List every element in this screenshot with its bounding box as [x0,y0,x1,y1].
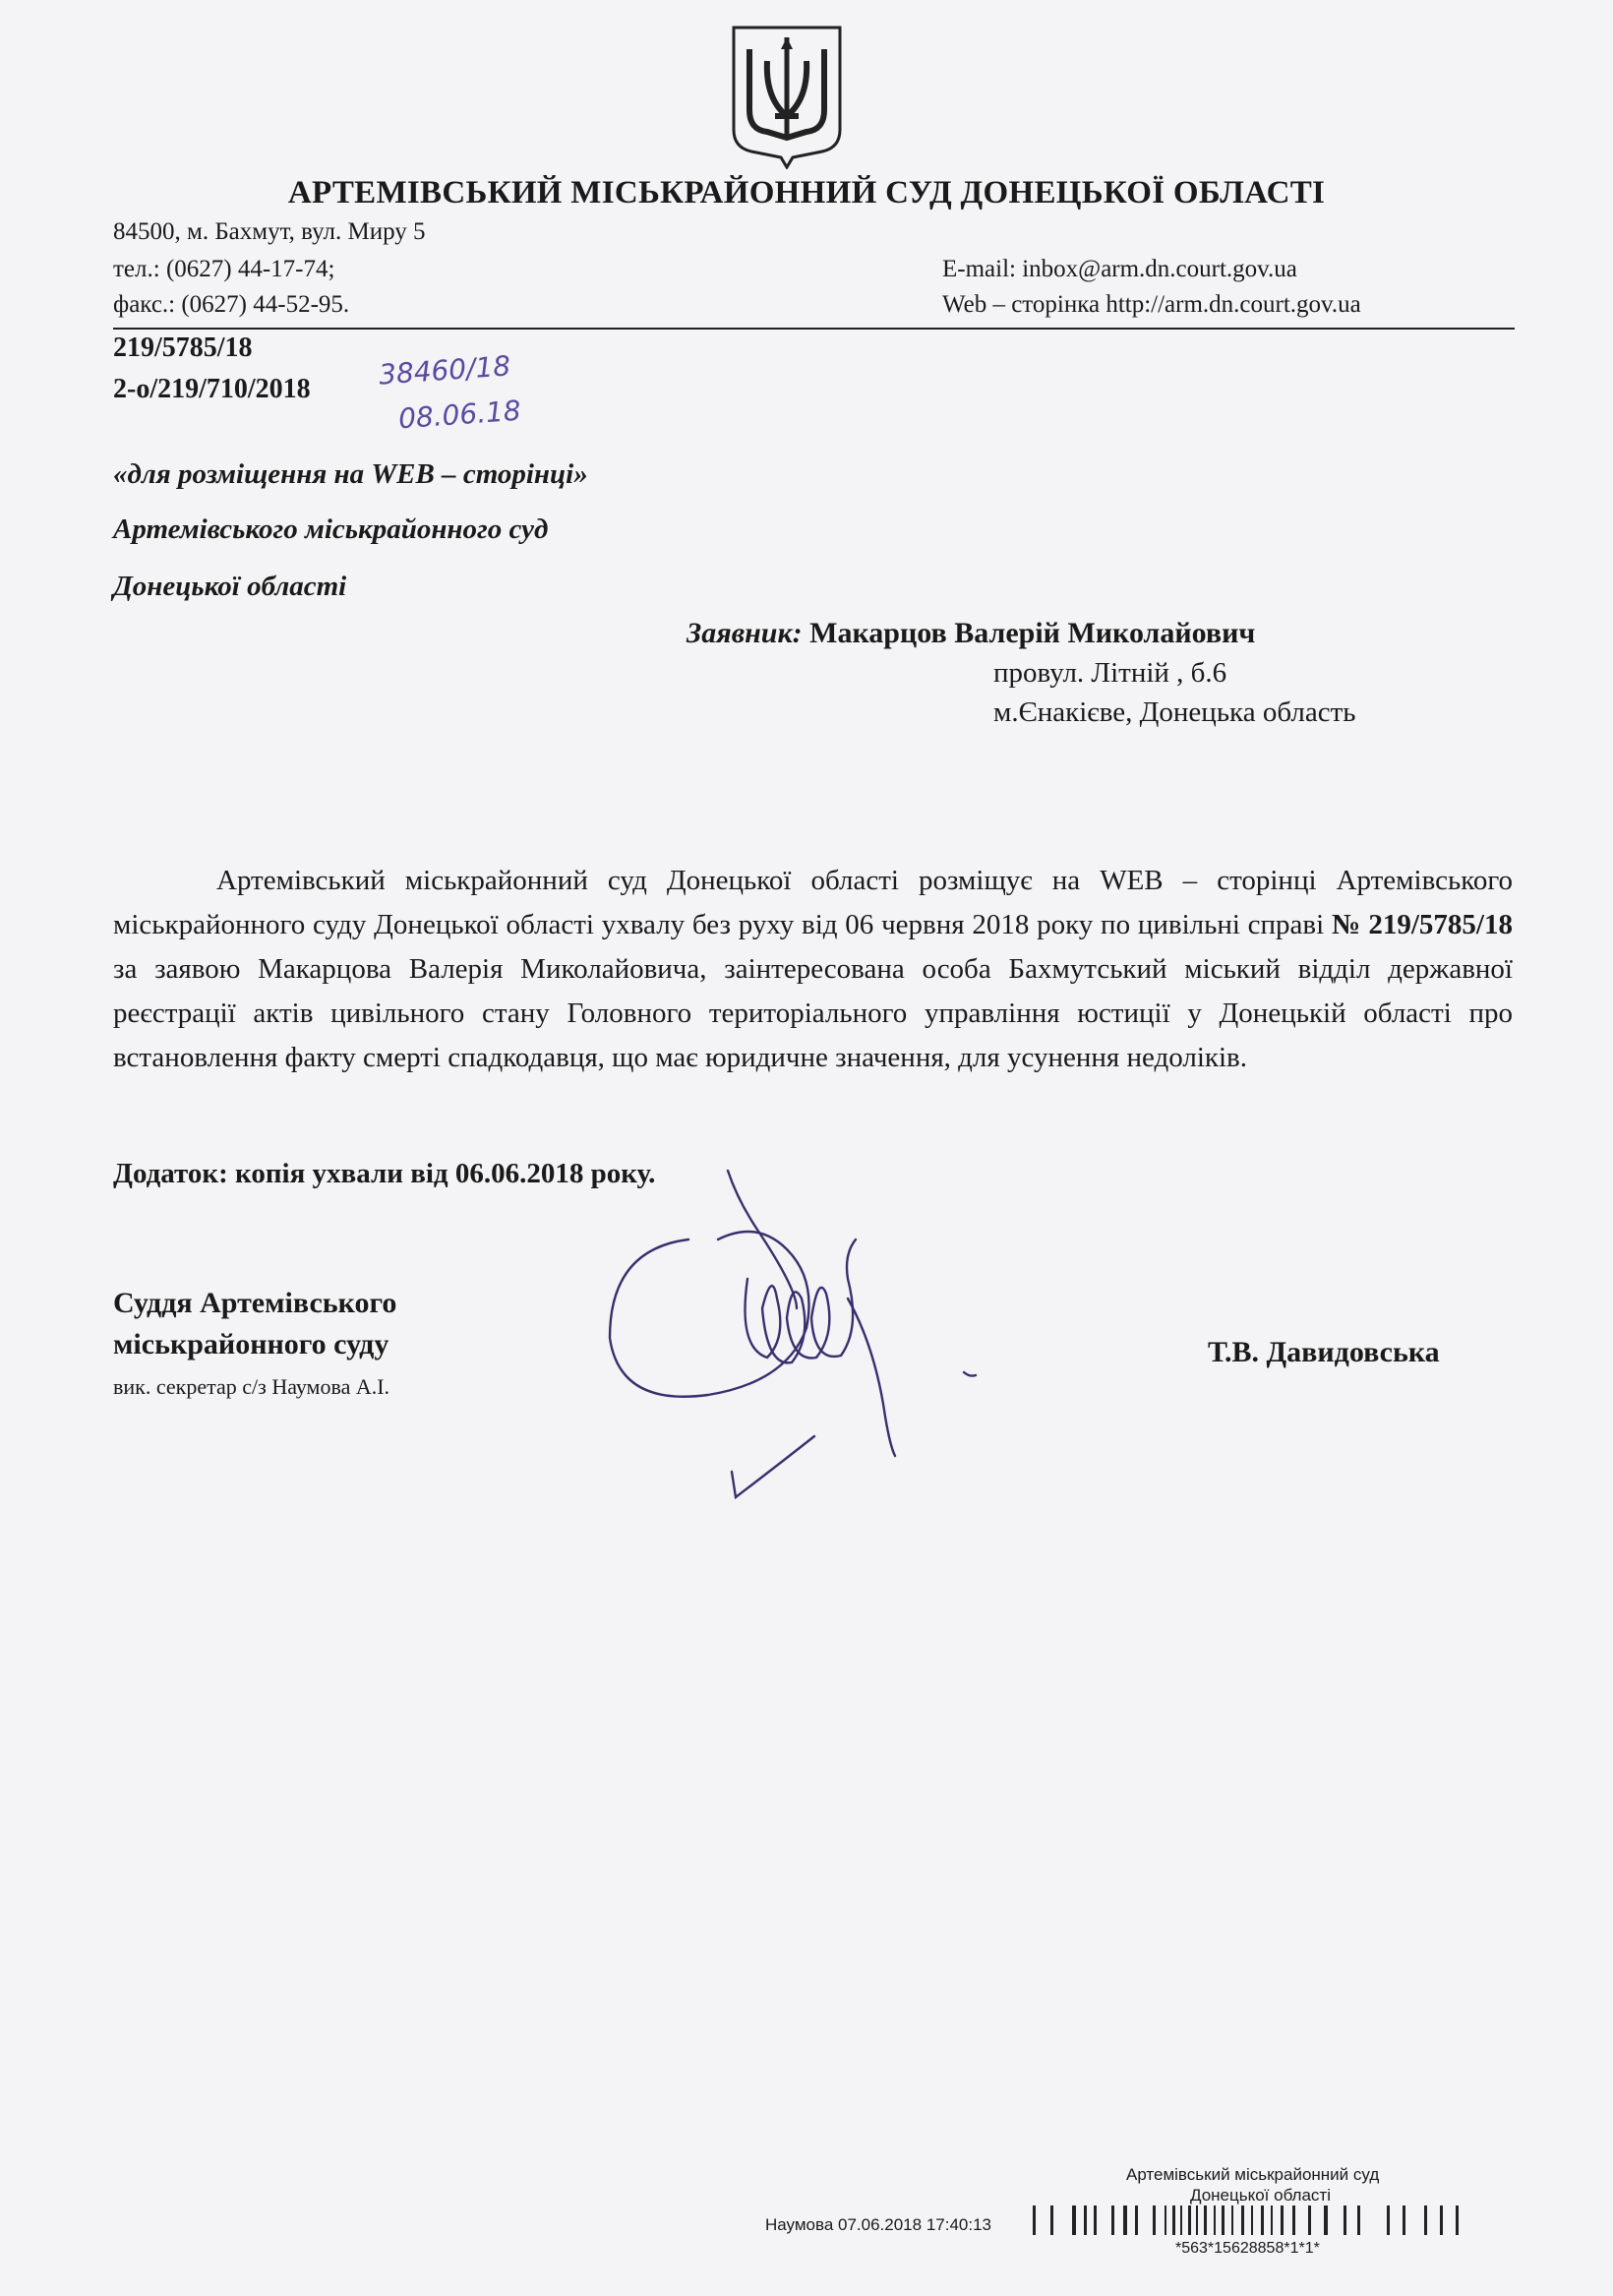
judge-name: Т.В. Давидовська [1208,1336,1440,1368]
court-email: E-mail: inbox@arm.dn.court.gov.ua [942,256,1297,282]
stamp-operator-time: Наумова 07.06.2018 17:40:13 [765,2215,991,2234]
applicant-city: м.Єнакієве, Донецька область [993,696,1356,728]
court-phone: тел.: (0627) 44-17-74; [113,256,335,282]
body-paragraph [113,859,1513,1080]
barcode [1033,2205,1505,2241]
body-case-ref: № 219/5785/18 [1331,909,1513,940]
handwritten-reg-date: 08.06.18 [397,393,522,436]
judge-title-line-1: Суддя Артемівського [113,1287,397,1319]
stamp-court-line-2: Донецької області [1190,2186,1331,2205]
applicant-street: провул. Літній , б.6 [993,657,1227,689]
secretary-note: вик. секретар с/з Наумова А.І. [113,1374,390,1399]
applicant-label: Заявник: [687,617,803,649]
barcode-text: *563*15628858*1*1* [1175,2240,1320,2257]
applicant-name: Макарцов Валерій Миколайович [809,617,1256,649]
handwritten-reg-number: 38460/18 [378,349,512,392]
recipient-line-3: Донецької області [113,571,347,602]
court-fax: факс.: (0627) 44-52-95. [113,291,350,318]
recipient-line-2: Артемівського міськрайонного суд [113,514,549,545]
header-divider [113,328,1515,330]
body-text-part-1: Артемівський міськрайонний суд Донецької області розміщує на WEB – сторінці Артемівського міськрайонного суду Донецької області ухвалу без руху від 06 червня 2018 року по цивільні справі [113,865,1513,940]
recipient-line-1: «для розміщення на WEB – сторінці» [113,458,588,490]
coat-of-arms-icon [728,22,846,169]
court-title: АРТЕМІВСЬКИЙ МІСЬКРАЙОННИЙ СУД ДОНЕЦЬКОЇ ОБЛАСТІ [287,175,1326,211]
judge-title-line-2: міськрайонного суду [113,1328,389,1360]
body-text-part-2: за заявою Макарцова Валерія Миколайовича, заінтересована особа Бахмутський міський відділ державної реєстрації актів цивільного стану Головного територіального управління юстиції у Донецькій області про встановлення факту смерті спадкодавця, що має юридичне значення, для усунення недоліків. [113,953,1513,1073]
applicant-line [687,617,1255,650]
case-number: 219/5785/18 [113,332,253,363]
court-website: Web – сторінка http://arm.dn.court.gov.ua [942,291,1361,318]
stamp-court-line-1: Артемівський міськрайонний суд [1126,2165,1380,2184]
handwritten-signature [590,1161,1003,1574]
attachment-note: Додаток: копія ухвали від 06.06.2018 року. [113,1158,656,1189]
court-address: 84500, м. Бахмут, вул. Миру 5 [113,218,426,245]
proceeding-number: 2-о/219/710/2018 [113,374,311,404]
